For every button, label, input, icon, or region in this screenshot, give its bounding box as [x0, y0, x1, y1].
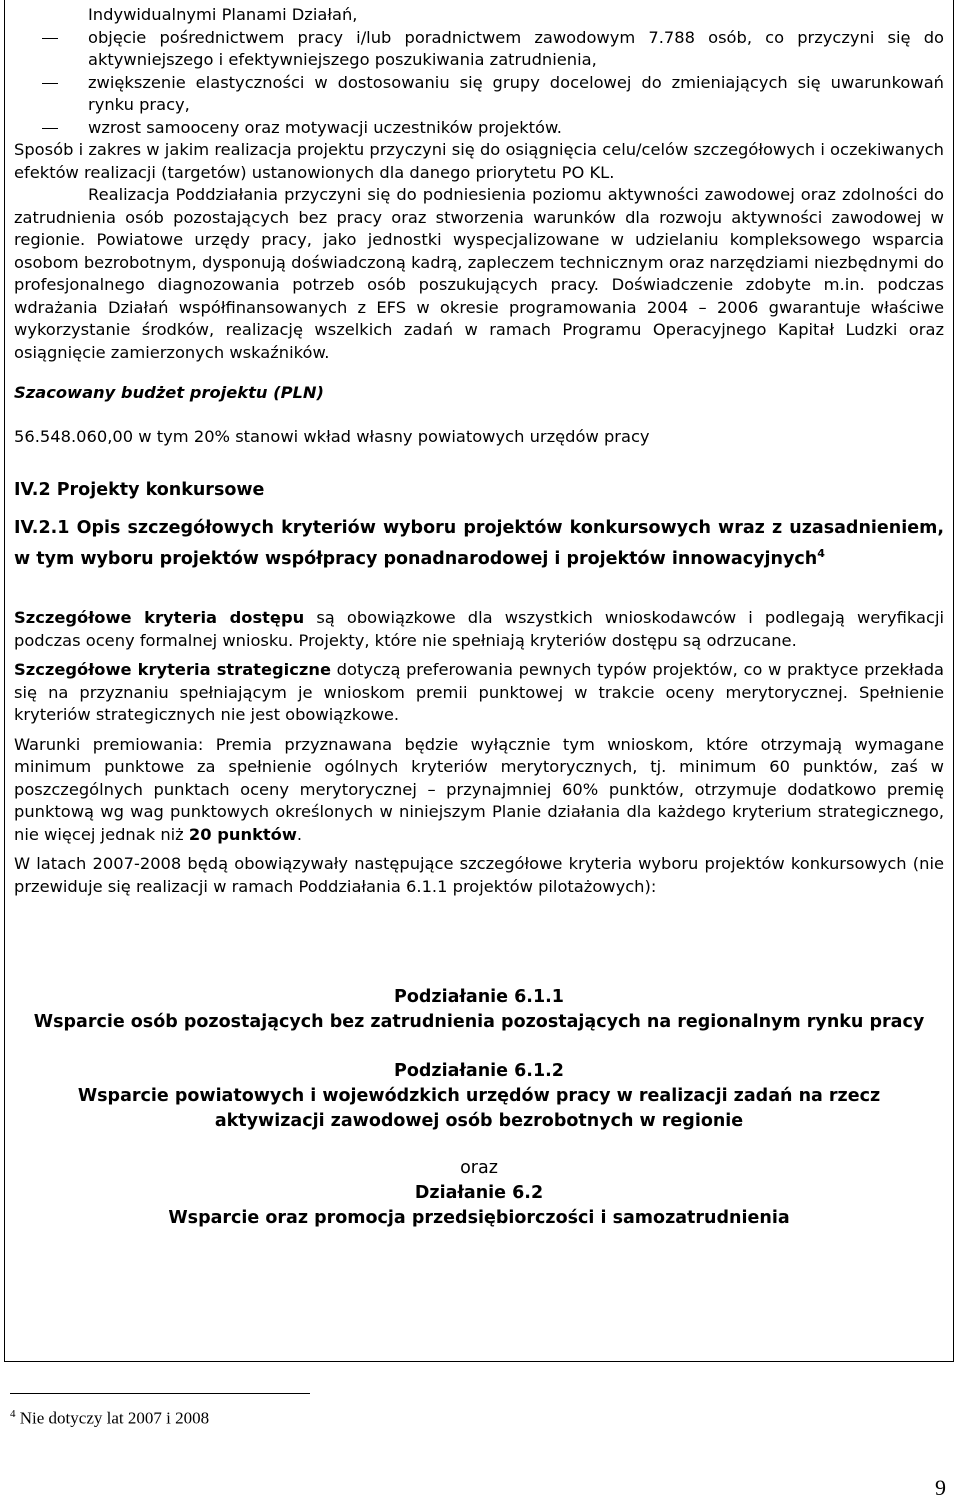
action-62-desc: Wsparcie oraz promocja przedsiębiorczości i samozatrudnienia — [168, 1208, 790, 1229]
footnote-number: 4 — [10, 1408, 16, 1420]
premium-end: . — [296, 824, 303, 844]
strategic-criteria-paragraph — [14, 659, 944, 727]
strategic-criteria-text: dotyczą preferowania pewnych typów projektów, co w praktyce przekłada się na przyznaniu spełniającym je wnioskom premii punktowej w trakcie oceny merytorycznej. Spełnienie kryteriów strategicznych nie jest obowiązkowe. — [14, 660, 945, 725]
dash-marker — [42, 83, 58, 84]
dash-marker — [42, 128, 58, 129]
list-item — [14, 27, 944, 72]
access-criteria-paragraph — [14, 607, 944, 652]
subsection-heading — [14, 516, 944, 572]
list-item — [14, 4, 944, 27]
footnote-text: Nie dotyczy lat 2007 i 2008 — [15, 1408, 210, 1428]
premium-paragraph — [14, 734, 944, 847]
oraz-connector: oraz — [460, 1158, 498, 1179]
subaction-612-desc: Wsparcie powiatowych i wojewódzkich urzędów pracy w realizacji zadań na rzecz aktywizacji zawodowej osób bezrobotnych w regionie — [77, 1086, 881, 1132]
footnote — [10, 1408, 209, 1429]
subaction-611-desc: Wsparcie osób pozostających bez zatrudnienia pozostających na regionalnym rynku pracy — [33, 1012, 925, 1033]
implementation-paragraph: Realizacja Poddziałania przyczyni się do podniesienia poziomu aktywności zawodowej oraz zdolności do zatrudnienia osób pozostających bez pracy oraz stworzenia warunków dla rozwoju aktywności zawodowej w regionie. Powiatowe urzędy pracy, jako jednostki wyspecjalizowane w udzielaniu kompleksowego wsparcia osobom bezrobotnym, dysponują doświadczoną kadrą, zapleczem technicznym oraz narzędziami niezbędnymi do profesjonalnego diagnozowania potrzeb osób poszukujących pracy. Doświadczenie zdobyte m.in. podczas wdrażania Działań współfinansowanych z EFS w okresie programowania 2004 – 2006 gwarantuje właściwe wykorzystanie środków, realizację wszelkich zadań w ramach Programu Operacyjnego Kapitał Ludzki oraz osiągnięcie zamierzonych wskaźników. — [14, 185, 944, 362]
premium-text: Warunki premiowania: Premia przyznawana będzie wyłącznie tym wnioskom, które otrzymają wymagane minimum punktowe za spełnienie ogólnych kryteriów merytorycznych, tj. minimum 60 punktów, zaś w poszczególnych punktach oceny merytorycznej – przynajmniej 60% punktów, otrzymuje dodatkowo premię punktową wg wag punktowych określonych w niniejszym Planie działania dla każdego kryterium strategicznego, nie więcej jednak niż — [14, 734, 944, 844]
strategic-criteria-label: Szczegółowe kryteria strategiczne — [14, 660, 332, 680]
page-number: 9 — [935, 1475, 946, 1500]
document-body — [14, 4, 944, 1231]
years-paragraph: W latach 2007-2008 będą obowiązywały następujące szczegółowe kryteria wyboru projektów konkursowych (nie przewiduje się realizacji w ramach Poddziałania 6.1.1 projektów pilotażowych): — [14, 854, 944, 896]
budget-heading: Szacowany budżet projektu (PLN) — [14, 383, 324, 402]
scope-paragraph: Sposób i zakres w jakim realizacja projektu przyczyni się do osiągnięcia celu/celów szczegółowych i oczekiwanych efektów realizacji (targetów) ustanowionych dla danego priorytetu PO KL. — [14, 140, 944, 182]
action-62-title: Działanie 6.2 — [414, 1183, 544, 1204]
section-heading: IV.2 Projekty konkursowe — [14, 480, 265, 500]
outcomes-list — [14, 4, 944, 139]
list-item-text: wzrost samooceny oraz motywacji uczestników projektów. — [88, 117, 562, 137]
access-criteria-text: są obowiązkowe dla wszystkich wnioskodawców i podlegają weryfikacji podczas oceny formalnej wniosku. Projekty, które nie spełniają kryteriów dostępu są odrzucane. — [14, 608, 944, 650]
budget-value: 56.548.060,00 w tym 20% stanowi wkład własny powiatowych urzędów pracy — [14, 426, 650, 446]
subsection-heading-text: IV.2.1 Opis szczegółowych kryteriów wyboru projektów konkursowych wraz z uzasadnieniem, w tym wyboru projektów współpracy ponadnarodowej i projektów innowacyjnych — [14, 517, 944, 569]
list-item-text: Indywidualnymi Planami Działań, — [88, 5, 358, 24]
footnote-separator — [10, 1393, 310, 1394]
subaction-611-title: Podziałanie 6.1.1 — [394, 987, 564, 1008]
list-item — [14, 117, 944, 140]
list-item-text: zwiększenie elastyczności w dostosowaniu się grupy docelowej do zmieniających się uwarunkowań rynku pracy, — [88, 72, 944, 114]
access-criteria-label: Szczegółowe kryteria dostępu — [14, 608, 305, 628]
footnote-ref[interactable]: 4 — [817, 546, 825, 560]
premium-points: 20 punktów — [188, 824, 297, 844]
list-item — [14, 72, 944, 117]
list-item-text: objęcie pośrednictwem pracy i/lub poradnictwem zawodowym 7.788 osób, co przyczyni się do aktywniejszego i efektywniejszego poszukiwania zatrudnienia, — [88, 27, 944, 69]
subaction-612-title: Podziałanie 6.1.2 — [394, 1061, 564, 1082]
dash-marker — [42, 38, 58, 39]
